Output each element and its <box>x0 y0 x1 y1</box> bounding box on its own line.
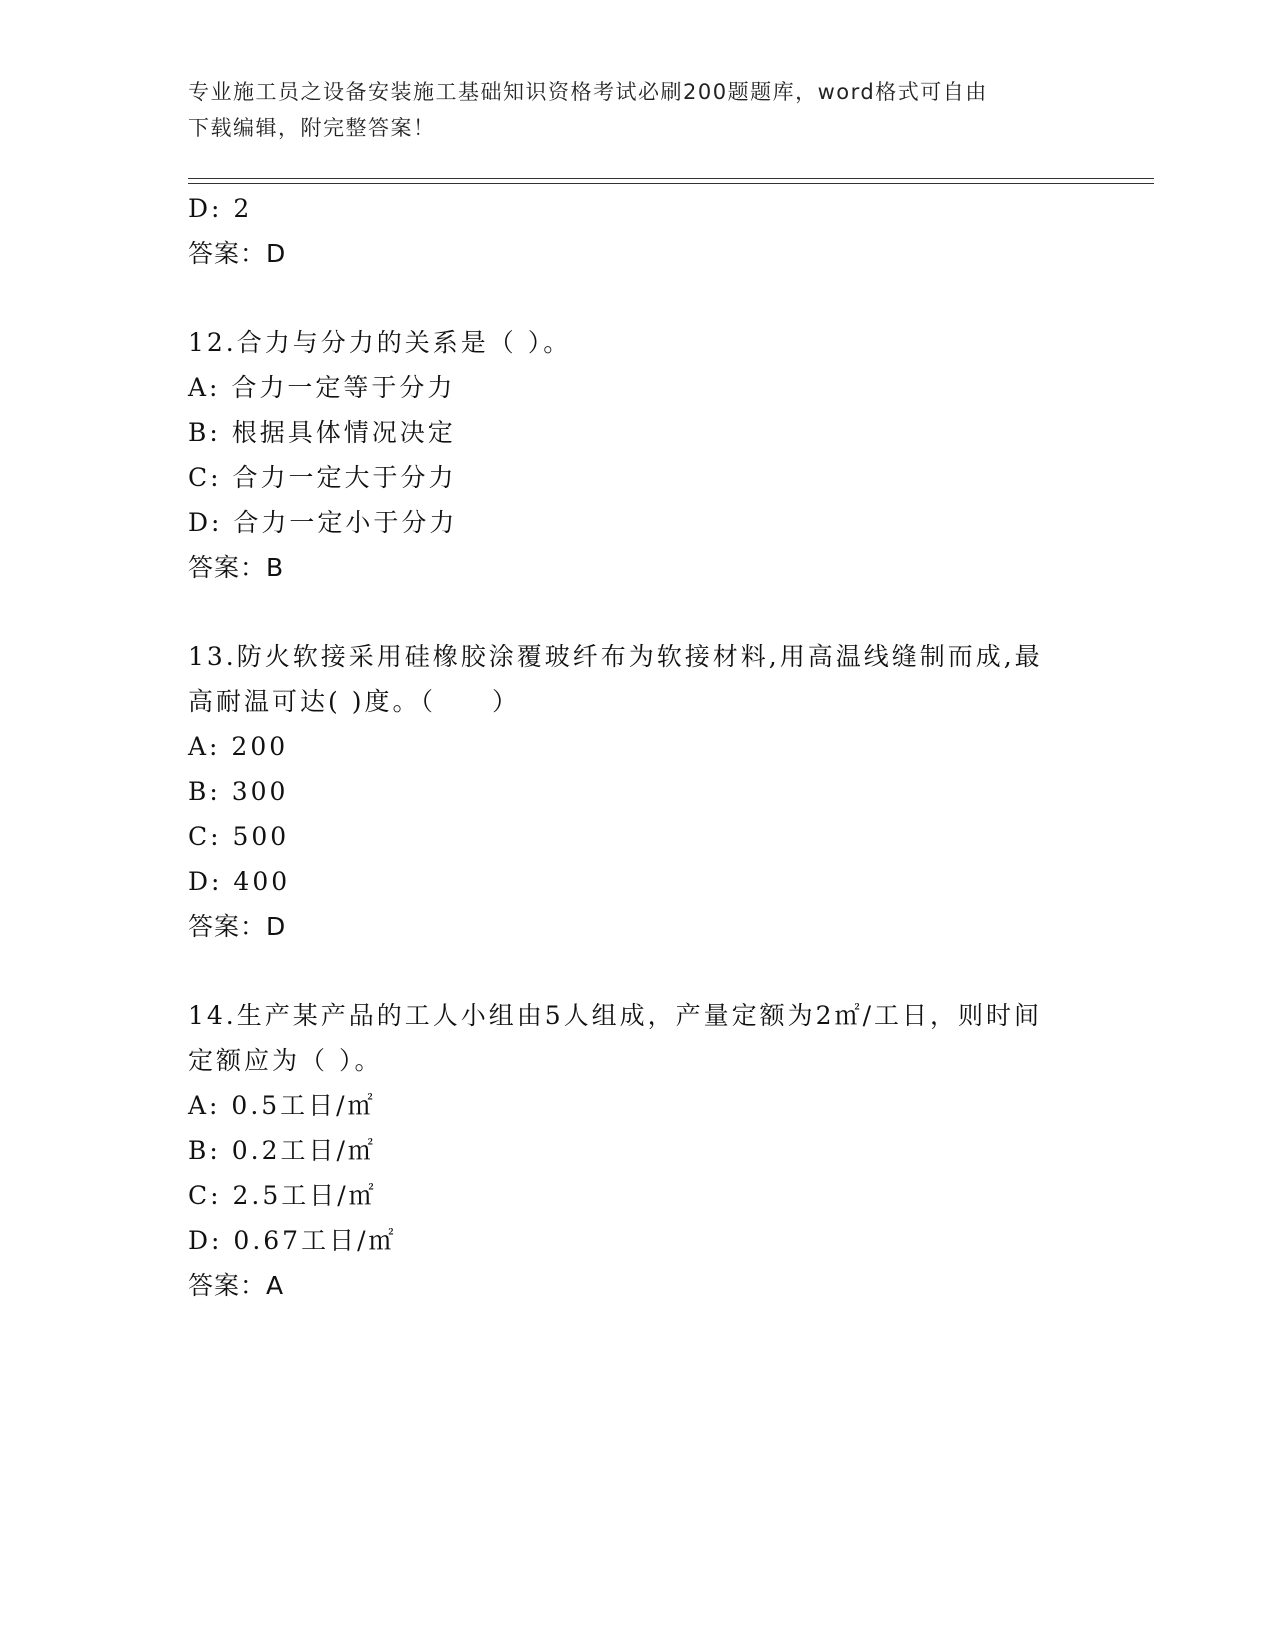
header-divider-top <box>188 178 1154 179</box>
q12-option-a: A: 合力一定等于分力 <box>188 373 456 402</box>
q12-stem: 12.合力与分力的关系是（ ）。 <box>188 328 572 357</box>
q14-option-c: C: 2.5工日/㎡ <box>188 1181 377 1210</box>
q14-stem-line-2: 定额应为（ ）。 <box>188 1046 383 1075</box>
q12-option-b: B: 根据具体情况决定 <box>188 418 456 447</box>
q12-answer: 答案：B <box>188 553 285 582</box>
q13-option-b: B: 300 <box>188 777 289 806</box>
q13-option-a: A: 200 <box>188 732 289 761</box>
q13-option-d: D: 400 <box>188 867 291 896</box>
header-line-1: 专业施工员之设备安装施工基础知识资格考试必刷200题题库，word格式可自由 <box>188 80 988 104</box>
header-divider-bottom <box>188 183 1154 184</box>
q12-option-c: C: 合力一定大于分力 <box>188 463 457 492</box>
q12-option-d: D: 合力一定小于分力 <box>188 508 458 537</box>
q14-answer: 答案：A <box>188 1271 285 1300</box>
prev-answer: 答案：D <box>188 239 287 268</box>
q13-stem-line-1: 13.防火软接采用硅橡胶涂覆玻纤布为软接材料,用高温线缝制而成,最 <box>188 642 1043 671</box>
q14-option-d: D: 0.67工日/㎡ <box>188 1226 397 1255</box>
q13-answer: 答案：D <box>188 912 287 941</box>
q13-option-c: C: 500 <box>188 822 290 851</box>
prev-option-d: D: 2 <box>188 194 253 223</box>
q14-stem-line-1: 14.生产某产品的工人小组由5人组成，产量定额为2㎡/工日，则时间 <box>188 1001 1042 1030</box>
document-header <box>188 74 1088 146</box>
q13-stem-line-2: 高耐温可达( )度。（ ） <box>188 687 520 716</box>
q14-option-b: B: 0.2工日/㎡ <box>188 1136 376 1165</box>
header-line-2: 下载编辑，附完整答案！ <box>188 116 436 140</box>
q14-option-a: A: 0.5工日/㎡ <box>188 1091 376 1120</box>
